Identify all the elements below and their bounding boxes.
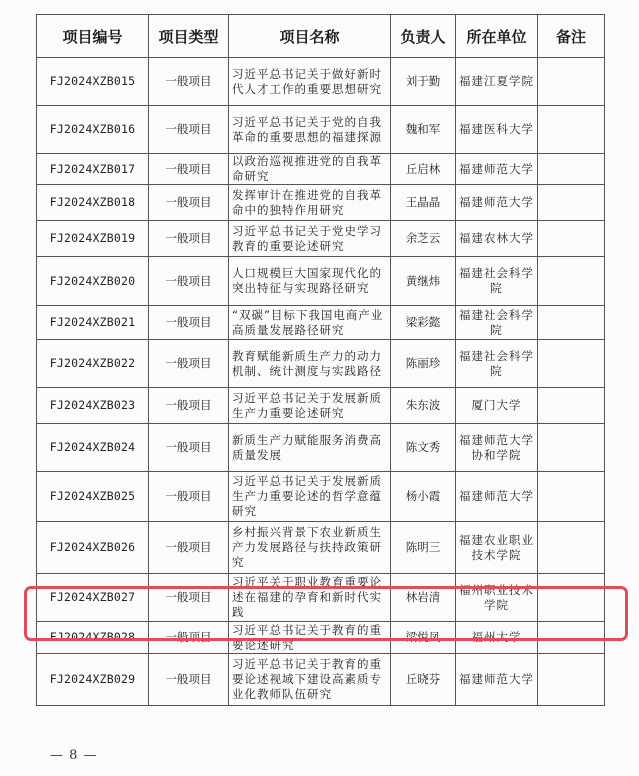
project-type: 一般项目: [149, 306, 229, 340]
project-type: 一般项目: [149, 622, 229, 654]
project-type: 一般项目: [149, 340, 229, 388]
project-leader: 梁彩懿: [391, 306, 456, 340]
project-note: [538, 424, 605, 472]
project-unit: 福建师范大学: [456, 185, 538, 221]
project-name: 新质生产力赋能服务消费高质量发展: [229, 424, 391, 472]
project-leader: 朱东波: [391, 388, 456, 424]
project-leader: 余芝云: [391, 221, 456, 257]
project-note: [538, 472, 605, 522]
project-unit: 福建社会科学院: [456, 340, 538, 388]
project-type: 一般项目: [149, 522, 229, 574]
table-row: [37, 622, 605, 654]
project-unit: 福建社会科学院: [456, 257, 538, 306]
project-name: 以政治巡视推进党的自我革命研究: [229, 154, 391, 185]
project-unit: 福建师范大学: [456, 154, 538, 185]
project-unit: 福建师范大学: [456, 654, 538, 706]
project-unit: 福建师范大学: [456, 472, 538, 522]
project-note: [538, 58, 605, 106]
project-code: FJ2024XZB026: [37, 522, 149, 574]
project-type: 一般项目: [149, 574, 229, 622]
project-note: [538, 154, 605, 185]
project-leader: 刘于勤: [391, 58, 456, 106]
project-note: [538, 522, 605, 574]
project-name: 发挥审计在推进党的自我革命中的独特作用研究: [229, 185, 391, 221]
project-leader: 陈明三: [391, 522, 456, 574]
project-code: FJ2024XZB021: [37, 306, 149, 340]
project-leader: 陈丽珍: [391, 340, 456, 388]
project-note: [538, 622, 605, 654]
project-name: 习近平总书记关于党的自我革命的重要思想的福建探源: [229, 106, 391, 154]
project-code: FJ2024XZB023: [37, 388, 149, 424]
project-leader: 丘晓芬: [391, 654, 456, 706]
project-type: 一般项目: [149, 154, 229, 185]
project-name: 习近平关于职业教育重要论述在福建的孕育和新时代实践: [229, 574, 391, 622]
table-row: [37, 306, 605, 340]
project-unit: 福州大学: [456, 622, 538, 654]
project-leader: 丘启林: [391, 154, 456, 185]
project-code: FJ2024XZB017: [37, 154, 149, 185]
project-note: [538, 340, 605, 388]
table-row: [37, 257, 605, 306]
page-number: — 8 —: [50, 748, 98, 763]
table-row: [37, 472, 605, 522]
project-code: FJ2024XZB028: [37, 622, 149, 654]
project-unit: 厦门大学: [456, 388, 538, 424]
project-unit: 福州职业技术学院: [456, 574, 538, 622]
project-leader: 陈文秀: [391, 424, 456, 472]
table-row: [37, 185, 605, 221]
project-name: 习近平总书记关于发展新质生产力重要论述的哲学意蕴研究: [229, 472, 391, 522]
project-code: FJ2024XZB019: [37, 221, 149, 257]
project-type: 一般项目: [149, 221, 229, 257]
project-unit: 福建医科大学: [456, 106, 538, 154]
project-code: FJ2024XZB022: [37, 340, 149, 388]
project-leader: 梁悦凤: [391, 622, 456, 654]
project-note: [538, 257, 605, 306]
project-note: [538, 221, 605, 257]
table-row: [37, 654, 605, 706]
project-code: FJ2024XZB025: [37, 472, 149, 522]
project-unit: 福建社会科学院: [456, 306, 538, 340]
header-note: 备注: [538, 15, 605, 58]
project-leader: 林岩清: [391, 574, 456, 622]
project-type: 一般项目: [149, 185, 229, 221]
header-type: 项目类型: [149, 15, 229, 58]
project-type: 一般项目: [149, 257, 229, 306]
table-row: [37, 388, 605, 424]
header-code: 项目编号: [37, 15, 149, 58]
project-code: FJ2024XZB018: [37, 185, 149, 221]
project-name: “双碳”目标下我国电商产业高质量发展路径研究: [229, 306, 391, 340]
table-row: [37, 106, 605, 154]
project-leader: 黄继炜: [391, 257, 456, 306]
project-name: 教育赋能新质生产力的动力机制、统计测度与实践路径: [229, 340, 391, 388]
project-unit: 福建农林大学: [456, 221, 538, 257]
project-code: FJ2024XZB024: [37, 424, 149, 472]
table-row: [37, 424, 605, 472]
project-unit: 福建江夏学院: [456, 58, 538, 106]
project-note: [538, 574, 605, 622]
project-type: 一般项目: [149, 654, 229, 706]
header-name: 项目名称: [229, 15, 391, 58]
project-note: [538, 388, 605, 424]
project-note: [538, 106, 605, 154]
project-type: 一般项目: [149, 472, 229, 522]
project-name: 乡村振兴背景下农业新质生产力发展路径与扶持政策研究: [229, 522, 391, 574]
project-name: 习近平总书记关于发展新质生产力重要论述研究: [229, 388, 391, 424]
project-unit: 福建农业职业技术学院: [456, 522, 538, 574]
project-type: 一般项目: [149, 424, 229, 472]
table-header-row: [37, 15, 605, 58]
project-name: 习近平总书记关于做好新时代人才工作的重要思想研究: [229, 58, 391, 106]
project-code: FJ2024XZB020: [37, 257, 149, 306]
project-leader: 杨小霞: [391, 472, 456, 522]
project-unit: 福建师范大学协和学院: [456, 424, 538, 472]
header-person: 负责人: [391, 15, 456, 58]
project-leader: 王晶晶: [391, 185, 456, 221]
project-type: 一般项目: [149, 388, 229, 424]
project-name: 习近平总书记关于党史学习教育的重要论述研究: [229, 221, 391, 257]
project-note: [538, 654, 605, 706]
project-name: 习近平总书记关于教育的重要论述研究: [229, 622, 391, 654]
project-type: 一般项目: [149, 106, 229, 154]
project-code: FJ2024XZB015: [37, 58, 149, 106]
project-name: 人口规模巨大国家现代化的突出特征与实现路径研究: [229, 257, 391, 306]
project-type: 一般项目: [149, 58, 229, 106]
table-row: [37, 340, 605, 388]
project-code: FJ2024XZB029: [37, 654, 149, 706]
table-row: [37, 221, 605, 257]
header-unit: 所在单位: [456, 15, 538, 58]
project-note: [538, 185, 605, 221]
project-code: FJ2024XZB027: [37, 574, 149, 622]
table-row: [37, 58, 605, 106]
table-row: [37, 154, 605, 185]
table-row: [37, 522, 605, 574]
table-row: [37, 574, 605, 622]
project-code: FJ2024XZB016: [37, 106, 149, 154]
project-name: 习近平总书记关于教育的重要论述视域下建设高素质专业化教师队伍研究: [229, 654, 391, 706]
project-note: [538, 306, 605, 340]
project-leader: 魏和军: [391, 106, 456, 154]
project-table: [36, 14, 605, 706]
